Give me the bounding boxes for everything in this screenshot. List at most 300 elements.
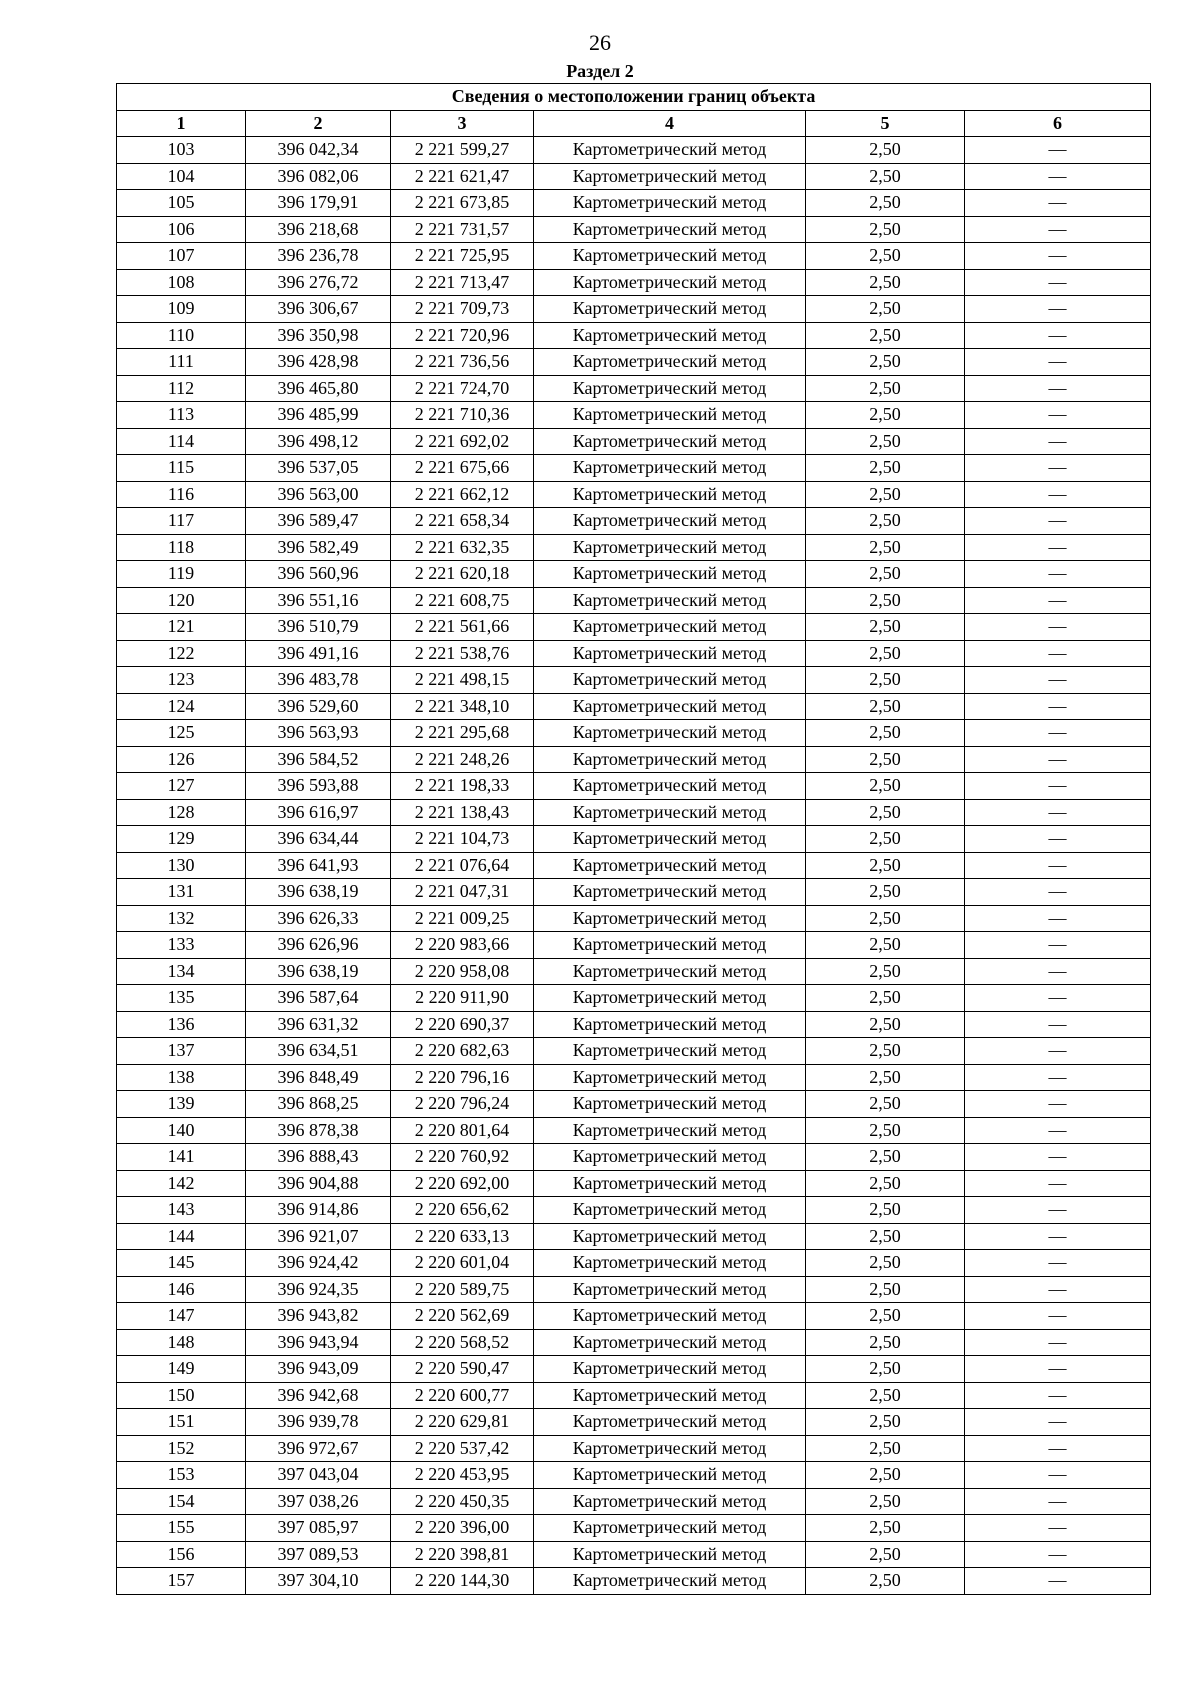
description-cell: — bbox=[965, 1223, 1151, 1250]
y-coordinate-cell: 2 220 590,47 bbox=[391, 1356, 534, 1383]
x-coordinate-cell: 396 848,49 bbox=[246, 1064, 391, 1091]
table-body bbox=[117, 137, 1151, 1595]
x-coordinate-cell: 396 638,19 bbox=[246, 879, 391, 906]
table-row bbox=[117, 1011, 1151, 1038]
point-number-cell: 126 bbox=[117, 746, 246, 773]
x-coordinate-cell: 396 587,64 bbox=[246, 985, 391, 1012]
x-coordinate-cell: 396 510,79 bbox=[246, 614, 391, 641]
description-cell: — bbox=[965, 1011, 1151, 1038]
method-cell: Картометрический метод bbox=[534, 375, 806, 402]
y-coordinate-cell: 2 221 047,31 bbox=[391, 879, 534, 906]
description-cell: — bbox=[965, 985, 1151, 1012]
accuracy-cell: 2,50 bbox=[806, 1170, 965, 1197]
column-header-3: 3 bbox=[391, 110, 534, 137]
accuracy-cell: 2,50 bbox=[806, 269, 965, 296]
description-cell: — bbox=[965, 852, 1151, 879]
accuracy-cell: 2,50 bbox=[806, 773, 965, 800]
table-row bbox=[117, 1435, 1151, 1462]
x-coordinate-cell: 396 491,16 bbox=[246, 640, 391, 667]
point-number-cell: 108 bbox=[117, 269, 246, 296]
description-cell: — bbox=[965, 508, 1151, 535]
y-coordinate-cell: 2 221 498,15 bbox=[391, 667, 534, 694]
method-cell: Картометрический метод bbox=[534, 587, 806, 614]
method-cell: Картометрический метод bbox=[534, 826, 806, 853]
method-cell: Картометрический метод bbox=[534, 1303, 806, 1330]
point-number-cell: 125 bbox=[117, 720, 246, 747]
accuracy-cell: 2,50 bbox=[806, 1435, 965, 1462]
point-number-cell: 135 bbox=[117, 985, 246, 1012]
table-row bbox=[117, 1197, 1151, 1224]
y-coordinate-cell: 2 221 692,02 bbox=[391, 428, 534, 455]
table-row bbox=[117, 534, 1151, 561]
y-coordinate-cell: 2 221 675,66 bbox=[391, 455, 534, 482]
y-coordinate-cell: 2 221 076,64 bbox=[391, 852, 534, 879]
table-row bbox=[117, 349, 1151, 376]
point-number-cell: 150 bbox=[117, 1382, 246, 1409]
x-coordinate-cell: 396 350,98 bbox=[246, 322, 391, 349]
x-coordinate-cell: 396 560,96 bbox=[246, 561, 391, 588]
x-coordinate-cell: 396 943,94 bbox=[246, 1329, 391, 1356]
x-coordinate-cell: 396 634,51 bbox=[246, 1038, 391, 1065]
table-row bbox=[117, 667, 1151, 694]
x-coordinate-cell: 396 626,96 bbox=[246, 932, 391, 959]
description-cell: — bbox=[965, 322, 1151, 349]
y-coordinate-cell: 2 221 608,75 bbox=[391, 587, 534, 614]
method-cell: Картометрический метод bbox=[534, 190, 806, 217]
method-cell: Картометрический метод bbox=[534, 534, 806, 561]
x-coordinate-cell: 396 641,93 bbox=[246, 852, 391, 879]
y-coordinate-cell: 2 220 453,95 bbox=[391, 1462, 534, 1489]
x-coordinate-cell: 396 179,91 bbox=[246, 190, 391, 217]
description-cell: — bbox=[965, 216, 1151, 243]
method-cell: Картометрический метод bbox=[534, 1038, 806, 1065]
accuracy-cell: 2,50 bbox=[806, 1382, 965, 1409]
description-cell: — bbox=[965, 1250, 1151, 1277]
y-coordinate-cell: 2 220 760,92 bbox=[391, 1144, 534, 1171]
x-coordinate-cell: 396 306,67 bbox=[246, 296, 391, 323]
table-row bbox=[117, 773, 1151, 800]
method-cell: Картометрический метод bbox=[534, 1117, 806, 1144]
y-coordinate-cell: 2 220 398,81 bbox=[391, 1541, 534, 1568]
x-coordinate-cell: 396 868,25 bbox=[246, 1091, 391, 1118]
description-cell: — bbox=[965, 1435, 1151, 1462]
accuracy-cell: 2,50 bbox=[806, 1303, 965, 1330]
y-coordinate-cell: 2 221 724,70 bbox=[391, 375, 534, 402]
method-cell: Картометрический метод bbox=[534, 720, 806, 747]
x-coordinate-cell: 396 082,06 bbox=[246, 163, 391, 190]
method-cell: Картометрический метод bbox=[534, 1541, 806, 1568]
accuracy-cell: 2,50 bbox=[806, 455, 965, 482]
table-row bbox=[117, 190, 1151, 217]
x-coordinate-cell: 396 042,34 bbox=[246, 137, 391, 164]
description-cell: — bbox=[965, 1197, 1151, 1224]
y-coordinate-cell: 2 221 632,35 bbox=[391, 534, 534, 561]
column-header-1: 1 bbox=[117, 110, 246, 137]
y-coordinate-cell: 2 220 450,35 bbox=[391, 1488, 534, 1515]
description-cell: — bbox=[965, 746, 1151, 773]
x-coordinate-cell: 396 582,49 bbox=[246, 534, 391, 561]
x-coordinate-cell: 396 904,88 bbox=[246, 1170, 391, 1197]
method-cell: Картометрический метод bbox=[534, 349, 806, 376]
table-row bbox=[117, 985, 1151, 1012]
table-row bbox=[117, 481, 1151, 508]
table-row bbox=[117, 1409, 1151, 1436]
column-header-2: 2 bbox=[246, 110, 391, 137]
table-row bbox=[117, 137, 1151, 164]
point-number-cell: 145 bbox=[117, 1250, 246, 1277]
table-row bbox=[117, 1144, 1151, 1171]
y-coordinate-cell: 2 221 009,25 bbox=[391, 905, 534, 932]
description-cell: — bbox=[965, 349, 1151, 376]
table-row bbox=[117, 1382, 1151, 1409]
point-number-cell: 121 bbox=[117, 614, 246, 641]
table-caption: Сведения о местоположении границ объекта bbox=[117, 84, 1151, 111]
description-cell: — bbox=[965, 296, 1151, 323]
description-cell: — bbox=[965, 1488, 1151, 1515]
point-number-cell: 124 bbox=[117, 693, 246, 720]
x-coordinate-cell: 396 631,32 bbox=[246, 1011, 391, 1038]
method-cell: Картометрический метод bbox=[534, 1223, 806, 1250]
method-cell: Картометрический метод bbox=[534, 1435, 806, 1462]
table-row bbox=[117, 958, 1151, 985]
point-number-cell: 130 bbox=[117, 852, 246, 879]
description-cell: — bbox=[965, 402, 1151, 429]
y-coordinate-cell: 2 220 562,69 bbox=[391, 1303, 534, 1330]
x-coordinate-cell: 396 638,19 bbox=[246, 958, 391, 985]
method-cell: Картометрический метод bbox=[534, 640, 806, 667]
y-coordinate-cell: 2 221 731,57 bbox=[391, 216, 534, 243]
x-coordinate-cell: 396 276,72 bbox=[246, 269, 391, 296]
point-number-cell: 146 bbox=[117, 1276, 246, 1303]
y-coordinate-cell: 2 221 662,12 bbox=[391, 481, 534, 508]
y-coordinate-cell: 2 221 561,66 bbox=[391, 614, 534, 641]
table-row bbox=[117, 1488, 1151, 1515]
table-row bbox=[117, 322, 1151, 349]
accuracy-cell: 2,50 bbox=[806, 667, 965, 694]
accuracy-cell: 2,50 bbox=[806, 826, 965, 853]
method-cell: Картометрический метод bbox=[534, 905, 806, 932]
y-coordinate-cell: 2 220 796,16 bbox=[391, 1064, 534, 1091]
y-coordinate-cell: 2 221 599,27 bbox=[391, 137, 534, 164]
description-cell: — bbox=[965, 1356, 1151, 1383]
column-header-5: 5 bbox=[806, 110, 965, 137]
accuracy-cell: 2,50 bbox=[806, 349, 965, 376]
x-coordinate-cell: 396 483,78 bbox=[246, 667, 391, 694]
x-coordinate-cell: 396 465,80 bbox=[246, 375, 391, 402]
point-number-cell: 103 bbox=[117, 137, 246, 164]
x-coordinate-cell: 396 943,09 bbox=[246, 1356, 391, 1383]
x-coordinate-cell: 397 085,97 bbox=[246, 1515, 391, 1542]
accuracy-cell: 2,50 bbox=[806, 137, 965, 164]
table-row bbox=[117, 296, 1151, 323]
y-coordinate-cell: 2 221 248,26 bbox=[391, 746, 534, 773]
table-row bbox=[117, 1064, 1151, 1091]
y-coordinate-cell: 2 221 348,10 bbox=[391, 693, 534, 720]
method-cell: Картометрический метод bbox=[534, 1356, 806, 1383]
method-cell: Картометрический метод bbox=[534, 1091, 806, 1118]
accuracy-cell: 2,50 bbox=[806, 958, 965, 985]
accuracy-cell: 2,50 bbox=[806, 375, 965, 402]
y-coordinate-cell: 2 221 138,43 bbox=[391, 799, 534, 826]
point-number-cell: 127 bbox=[117, 773, 246, 800]
y-coordinate-cell: 2 220 600,77 bbox=[391, 1382, 534, 1409]
x-coordinate-cell: 396 563,00 bbox=[246, 481, 391, 508]
accuracy-cell: 2,50 bbox=[806, 216, 965, 243]
y-coordinate-cell: 2 221 710,36 bbox=[391, 402, 534, 429]
description-cell: — bbox=[965, 905, 1151, 932]
x-coordinate-cell: 396 939,78 bbox=[246, 1409, 391, 1436]
table-row bbox=[117, 614, 1151, 641]
point-number-cell: 147 bbox=[117, 1303, 246, 1330]
table-row bbox=[117, 455, 1151, 482]
x-coordinate-cell: 396 593,88 bbox=[246, 773, 391, 800]
point-number-cell: 152 bbox=[117, 1435, 246, 1462]
description-cell: — bbox=[965, 163, 1151, 190]
table-row bbox=[117, 932, 1151, 959]
point-number-cell: 157 bbox=[117, 1568, 246, 1595]
accuracy-cell: 2,50 bbox=[806, 1462, 965, 1489]
description-cell: — bbox=[965, 1170, 1151, 1197]
description-cell: — bbox=[965, 799, 1151, 826]
column-header-6: 6 bbox=[965, 110, 1151, 137]
table-row bbox=[117, 587, 1151, 614]
table-row bbox=[117, 1091, 1151, 1118]
description-cell: — bbox=[965, 1091, 1151, 1118]
point-number-cell: 153 bbox=[117, 1462, 246, 1489]
method-cell: Картометрический метод bbox=[534, 561, 806, 588]
accuracy-cell: 2,50 bbox=[806, 1064, 965, 1091]
method-cell: Картометрический метод bbox=[534, 667, 806, 694]
accuracy-cell: 2,50 bbox=[806, 428, 965, 455]
method-cell: Картометрический метод bbox=[534, 958, 806, 985]
description-cell: — bbox=[965, 1409, 1151, 1436]
description-cell: — bbox=[965, 826, 1151, 853]
x-coordinate-cell: 396 634,44 bbox=[246, 826, 391, 853]
method-cell: Картометрический метод bbox=[534, 852, 806, 879]
y-coordinate-cell: 2 221 295,68 bbox=[391, 720, 534, 747]
y-coordinate-cell: 2 221 736,56 bbox=[391, 349, 534, 376]
description-cell: — bbox=[965, 1117, 1151, 1144]
point-number-cell: 155 bbox=[117, 1515, 246, 1542]
accuracy-cell: 2,50 bbox=[806, 1515, 965, 1542]
table-row bbox=[117, 163, 1151, 190]
table-row bbox=[117, 402, 1151, 429]
table-row bbox=[117, 1223, 1151, 1250]
method-cell: Картометрический метод bbox=[534, 746, 806, 773]
method-cell: Картометрический метод bbox=[534, 137, 806, 164]
y-coordinate-cell: 2 220 656,62 bbox=[391, 1197, 534, 1224]
y-coordinate-cell: 2 220 396,00 bbox=[391, 1515, 534, 1542]
description-cell: — bbox=[965, 534, 1151, 561]
method-cell: Картометрический метод bbox=[534, 322, 806, 349]
y-coordinate-cell: 2 220 801,64 bbox=[391, 1117, 534, 1144]
method-cell: Картометрический метод bbox=[534, 1329, 806, 1356]
accuracy-cell: 2,50 bbox=[806, 640, 965, 667]
y-coordinate-cell: 2 220 144,30 bbox=[391, 1568, 534, 1595]
description-cell: — bbox=[965, 1382, 1151, 1409]
accuracy-cell: 2,50 bbox=[806, 587, 965, 614]
table-row bbox=[117, 1329, 1151, 1356]
x-coordinate-cell: 396 485,99 bbox=[246, 402, 391, 429]
accuracy-cell: 2,50 bbox=[806, 1409, 965, 1436]
x-coordinate-cell: 396 921,07 bbox=[246, 1223, 391, 1250]
point-number-cell: 122 bbox=[117, 640, 246, 667]
y-coordinate-cell: 2 221 713,47 bbox=[391, 269, 534, 296]
description-cell: — bbox=[965, 879, 1151, 906]
x-coordinate-cell: 397 038,26 bbox=[246, 1488, 391, 1515]
y-coordinate-cell: 2 220 692,00 bbox=[391, 1170, 534, 1197]
description-cell: — bbox=[965, 693, 1151, 720]
y-coordinate-cell: 2 221 538,76 bbox=[391, 640, 534, 667]
point-number-cell: 112 bbox=[117, 375, 246, 402]
point-number-cell: 140 bbox=[117, 1117, 246, 1144]
description-cell: — bbox=[965, 269, 1151, 296]
method-cell: Картометрический метод bbox=[534, 1409, 806, 1436]
table-row bbox=[117, 1170, 1151, 1197]
x-coordinate-cell: 397 089,53 bbox=[246, 1541, 391, 1568]
point-number-cell: 151 bbox=[117, 1409, 246, 1436]
point-number-cell: 105 bbox=[117, 190, 246, 217]
table-row bbox=[117, 799, 1151, 826]
x-coordinate-cell: 396 616,97 bbox=[246, 799, 391, 826]
accuracy-cell: 2,50 bbox=[806, 1276, 965, 1303]
method-cell: Картометрический метод bbox=[534, 508, 806, 535]
accuracy-cell: 2,50 bbox=[806, 720, 965, 747]
point-number-cell: 132 bbox=[117, 905, 246, 932]
y-coordinate-cell: 2 220 983,66 bbox=[391, 932, 534, 959]
point-number-cell: 117 bbox=[117, 508, 246, 535]
y-coordinate-cell: 2 221 104,73 bbox=[391, 826, 534, 853]
method-cell: Картометрический метод bbox=[534, 1064, 806, 1091]
description-cell: — bbox=[965, 614, 1151, 641]
description-cell: — bbox=[965, 773, 1151, 800]
method-cell: Картометрический метод bbox=[534, 163, 806, 190]
description-cell: — bbox=[965, 587, 1151, 614]
accuracy-cell: 2,50 bbox=[806, 693, 965, 720]
x-coordinate-cell: 397 304,10 bbox=[246, 1568, 391, 1595]
table-row bbox=[117, 1276, 1151, 1303]
point-number-cell: 109 bbox=[117, 296, 246, 323]
accuracy-cell: 2,50 bbox=[806, 932, 965, 959]
x-coordinate-cell: 396 218,68 bbox=[246, 216, 391, 243]
table-row bbox=[117, 1303, 1151, 1330]
point-number-cell: 128 bbox=[117, 799, 246, 826]
accuracy-cell: 2,50 bbox=[806, 985, 965, 1012]
method-cell: Картометрический метод bbox=[534, 773, 806, 800]
description-cell: — bbox=[965, 243, 1151, 270]
method-cell: Картометрический метод bbox=[534, 481, 806, 508]
method-cell: Картометрический метод bbox=[534, 932, 806, 959]
boundary-table-container bbox=[116, 83, 1151, 1595]
point-number-cell: 148 bbox=[117, 1329, 246, 1356]
method-cell: Картометрический метод bbox=[534, 1170, 806, 1197]
description-cell: — bbox=[965, 428, 1151, 455]
point-number-cell: 144 bbox=[117, 1223, 246, 1250]
description-cell: — bbox=[965, 1568, 1151, 1595]
point-number-cell: 142 bbox=[117, 1170, 246, 1197]
description-cell: — bbox=[965, 481, 1151, 508]
table-row bbox=[117, 1250, 1151, 1277]
accuracy-cell: 2,50 bbox=[806, 1117, 965, 1144]
description-cell: — bbox=[965, 375, 1151, 402]
x-coordinate-cell: 396 942,68 bbox=[246, 1382, 391, 1409]
table-row bbox=[117, 879, 1151, 906]
method-cell: Картометрический метод bbox=[534, 1382, 806, 1409]
point-number-cell: 116 bbox=[117, 481, 246, 508]
boundary-coordinates-table bbox=[116, 83, 1151, 1595]
point-number-cell: 136 bbox=[117, 1011, 246, 1038]
table-row bbox=[117, 216, 1151, 243]
accuracy-cell: 2,50 bbox=[806, 163, 965, 190]
point-number-cell: 118 bbox=[117, 534, 246, 561]
description-cell: — bbox=[965, 455, 1151, 482]
accuracy-cell: 2,50 bbox=[806, 1568, 965, 1595]
description-cell: — bbox=[965, 1276, 1151, 1303]
method-cell: Картометрический метод bbox=[534, 1144, 806, 1171]
method-cell: Картометрический метод bbox=[534, 1515, 806, 1542]
accuracy-cell: 2,50 bbox=[806, 1488, 965, 1515]
x-coordinate-cell: 396 972,67 bbox=[246, 1435, 391, 1462]
accuracy-cell: 2,50 bbox=[806, 879, 965, 906]
description-cell: — bbox=[965, 1541, 1151, 1568]
table-row bbox=[117, 375, 1151, 402]
description-cell: — bbox=[965, 137, 1151, 164]
accuracy-cell: 2,50 bbox=[806, 243, 965, 270]
point-number-cell: 141 bbox=[117, 1144, 246, 1171]
description-cell: — bbox=[965, 1038, 1151, 1065]
accuracy-cell: 2,50 bbox=[806, 1197, 965, 1224]
method-cell: Картометрический метод bbox=[534, 985, 806, 1012]
x-coordinate-cell: 396 943,82 bbox=[246, 1303, 391, 1330]
description-cell: — bbox=[965, 640, 1151, 667]
page-number: 26 bbox=[589, 30, 611, 55]
y-coordinate-cell: 2 220 629,81 bbox=[391, 1409, 534, 1436]
point-number-cell: 106 bbox=[117, 216, 246, 243]
accuracy-cell: 2,50 bbox=[806, 322, 965, 349]
y-coordinate-cell: 2 221 658,34 bbox=[391, 508, 534, 535]
x-coordinate-cell: 396 878,38 bbox=[246, 1117, 391, 1144]
table-row bbox=[117, 720, 1151, 747]
accuracy-cell: 2,50 bbox=[806, 1223, 965, 1250]
accuracy-cell: 2,50 bbox=[806, 799, 965, 826]
accuracy-cell: 2,50 bbox=[806, 402, 965, 429]
accuracy-cell: 2,50 bbox=[806, 852, 965, 879]
accuracy-cell: 2,50 bbox=[806, 534, 965, 561]
x-coordinate-cell: 396 428,98 bbox=[246, 349, 391, 376]
accuracy-cell: 2,50 bbox=[806, 481, 965, 508]
point-number-cell: 129 bbox=[117, 826, 246, 853]
table-row bbox=[117, 1356, 1151, 1383]
method-cell: Картометрический метод bbox=[534, 269, 806, 296]
table-row bbox=[117, 428, 1151, 455]
accuracy-cell: 2,50 bbox=[806, 1038, 965, 1065]
y-coordinate-cell: 2 221 673,85 bbox=[391, 190, 534, 217]
point-number-cell: 115 bbox=[117, 455, 246, 482]
table-caption-row bbox=[117, 84, 1151, 111]
y-coordinate-cell: 2 221 709,73 bbox=[391, 296, 534, 323]
method-cell: Картометрический метод bbox=[534, 402, 806, 429]
x-coordinate-cell: 396 924,42 bbox=[246, 1250, 391, 1277]
x-coordinate-cell: 396 626,33 bbox=[246, 905, 391, 932]
x-coordinate-cell: 396 529,60 bbox=[246, 693, 391, 720]
accuracy-cell: 2,50 bbox=[806, 1250, 965, 1277]
table-row bbox=[117, 693, 1151, 720]
accuracy-cell: 2,50 bbox=[806, 1356, 965, 1383]
description-cell: — bbox=[965, 932, 1151, 959]
method-cell: Картометрический метод bbox=[534, 1250, 806, 1277]
method-cell: Картометрический метод bbox=[534, 455, 806, 482]
y-coordinate-cell: 2 220 601,04 bbox=[391, 1250, 534, 1277]
